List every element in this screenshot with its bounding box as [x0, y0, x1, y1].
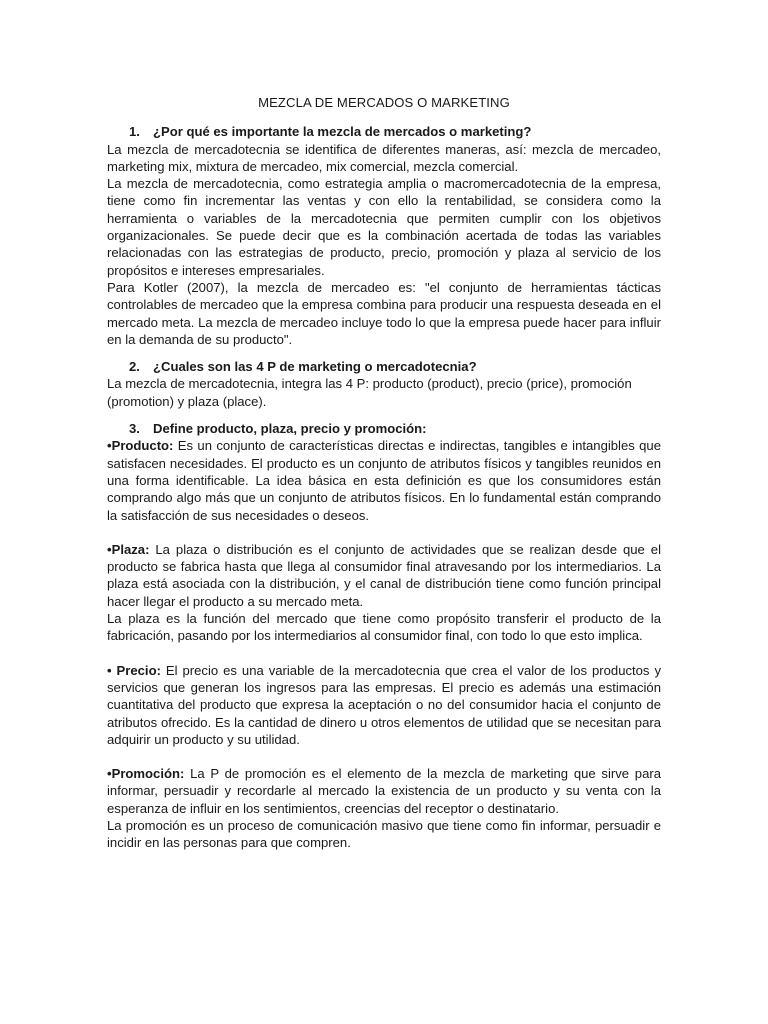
question-3-text: Define producto, plaza, precio y promoción: — [153, 421, 427, 437]
definition-plaza-text: La plaza o distribución es el conjunto de actividades que se realizan desde que el producto se fabrica hasta que llega al consumidor final atravesando por los intermediarios. La plaza está asociada con la distribución, y el canal de distribución tiene como función principal hacer llegar el producto a su mercado meta. — [107, 541, 661, 609]
document-title: MEZCLA DE MERCADOS O MARKETING — [258, 95, 510, 110]
q1-paragraph-1: La mezcla de mercadotecnia se identifica de diferentes maneras, así: mezcla de mercadeo, marketing mix, mixtura de mercadeo, mix comercial, mezcla comercial. — [107, 141, 661, 174]
spacer — [107, 410, 661, 420]
definition-promocion-extra: La promoción es un proceso de comunicación masivo que tiene como fin informar, persuadir e incidir en las personas para que compren. — [107, 817, 661, 851]
definition-producto-text: Es un conjunto de características directas e indirectas, tangibles e intangibles que satisfacen necesidades. El producto es un conjunto de atributos físicos y tangibles reunidos en una forma identificable. La idea básica en esta definición es que los consumidores están comprando algo más que un conjunto de atributos físicos. En lo fundamental están comprando la satisfacción de sus necesidades o deseos. — [107, 438, 661, 523]
definition-plaza-extra: La plaza es la función del mercado que tiene como propósito transferir el producto de la fabricación, pasando por los intermediarios al consumidor final, con todo lo que esto implica. — [107, 611, 661, 644]
definition-plaza-label: •Plaza: — [107, 541, 150, 557]
definition-plaza — [107, 541, 661, 610]
definition-precio-text: El precio es una variable de la mercadotecnia que crea el valor de los productos y servicios que generan los ingresos para las empresas. El precio es además una estimación cuantitativa del producto que expresa la aceptación o no del consumidor hacia el conjunto de atributos ofrecido. Es la cantidad de dinero u otros elementos de utilidad que se necesitan para adquirir un producto y su utilidad. — [107, 662, 661, 747]
question-1-text: ¿Por qué es importante la mezcla de mercados o marketing? — [153, 124, 532, 140]
spacer — [107, 748, 661, 765]
definition-precio-label: • Precio: — [107, 662, 161, 678]
definition-precio — [107, 662, 661, 748]
definition-promocion-label: •Promoción: — [107, 766, 185, 782]
question-2-number: 2. — [129, 359, 140, 375]
definition-producto-label: •Producto: — [107, 438, 174, 454]
q1-paragraph-2: La mezcla de mercadotecnia, como estrategia amplia o macromercadotecnia de la empresa, tiene como fin incrementar las ventas y con ello la rentabilidad, se considera como la herramienta o variables de la mercadotecnia que permiten cumplir con los objetivos organizacionales. Se puede decir que es la combinación acertada de todas las variables relacionadas con las estrategias de producto, precio, promoción y plaza al servicio de los propósitos e intereses empresariales. — [107, 176, 661, 278]
spacer — [107, 645, 661, 662]
spacer — [107, 524, 661, 541]
question-1-heading — [107, 123, 661, 140]
question-1-number: 1. — [129, 124, 140, 140]
question-3-number: 3. — [129, 421, 140, 437]
q1-paragraph-3: Para Kotler (2007), la mezcla de mercadeo es: "el conjunto de herramientas tácticas controlables de mercadeo que la empresa combina para producir una respuesta deseada en el mercado meta. La mezcla de mercadeo incluye todo lo que la empresa puede hacer para influir en la demanda de su producto". — [107, 279, 661, 347]
spacer — [107, 348, 661, 358]
q2-paragraph-1: La mezcla de mercadotecnia, integra las 4 P: producto (product), precio (price), promoción (promotion) y plaza (place). — [107, 376, 632, 409]
question-2-text: ¿Cuales son las 4 P de marketing o mercadotecnia? — [153, 359, 477, 375]
question-2-heading — [107, 358, 661, 375]
definition-promocion — [107, 765, 661, 817]
definition-promocion-text: La P de promoción es el elemento de la mezcla de marketing que sirve para informar, persuadir y recordarle al mercado la existencia de un producto y su venta con la esperanza de influir en los sentimientos, creencias del receptor o destinatario. — [107, 766, 661, 816]
question-3-heading — [107, 420, 661, 437]
definition-producto — [107, 437, 661, 523]
